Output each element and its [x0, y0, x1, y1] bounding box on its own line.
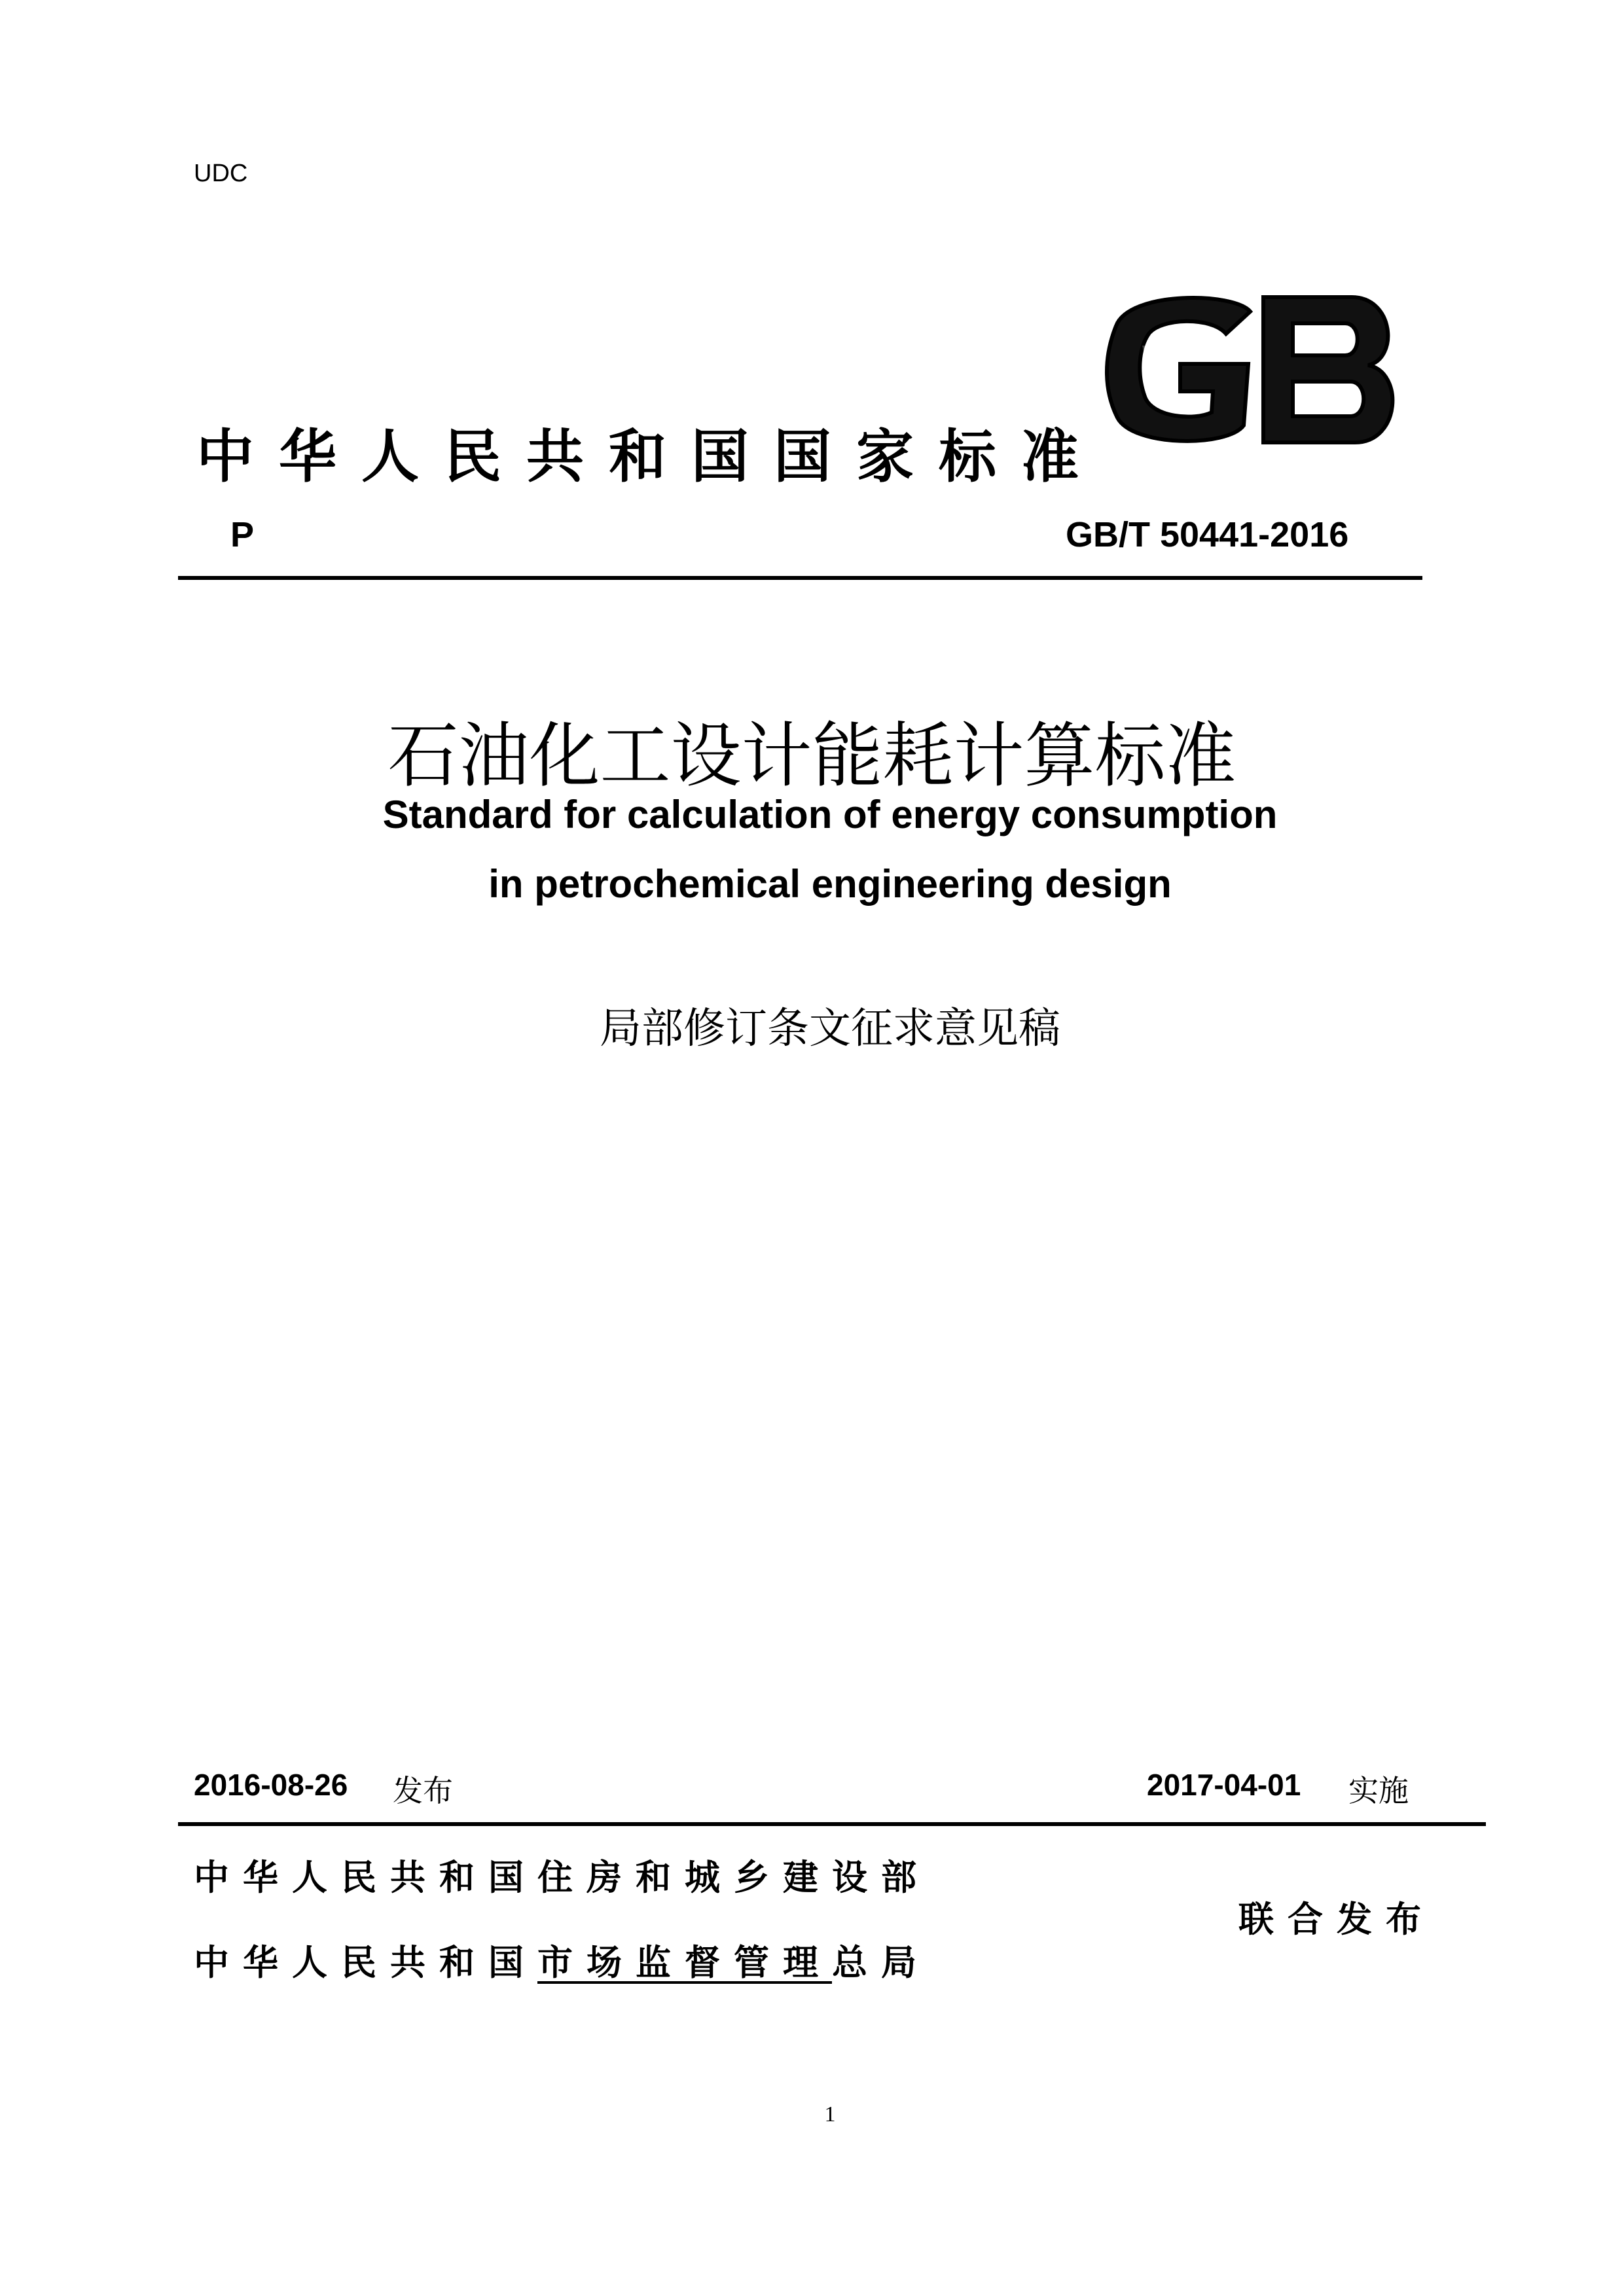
national-standard-heading: 中华人民共和国国家标准	[196, 423, 1104, 490]
issue-date: 2016-08-26	[194, 1768, 348, 1802]
header-divider	[178, 576, 1422, 580]
footer-divider	[178, 1822, 1486, 1826]
category-code: P	[230, 515, 255, 554]
gb-logo	[1103, 287, 1404, 450]
implementation-date: 2017-04-01	[1147, 1768, 1301, 1802]
issuer-market-regulation	[194, 1935, 930, 1985]
implementation-label: 实施	[1348, 1773, 1409, 1808]
joint-issue-label: 联合发布	[1238, 1899, 1435, 1940]
title-chinese: 石油化工设计能耗计算标准	[388, 715, 1236, 797]
page-number: 1	[824, 2102, 836, 2126]
issuer-2-prefix: 中华人民共和国	[194, 1942, 537, 1983]
issue-label: 发布	[393, 1773, 453, 1808]
udc-label: UDC	[194, 160, 248, 187]
title-english-line2: in petrochemical engineering design	[488, 862, 1172, 906]
title-english-line1: Standard for calculation of energy consumption	[382, 793, 1278, 836]
issuer-2-suffix: 总局	[832, 1942, 930, 1983]
issuer-ministry-housing: 中华人民共和国住房和城乡建设部	[194, 1857, 930, 1898]
issuer-2-underlined: 市场监督管理	[537, 1942, 832, 1983]
draft-note: 局部修订条文征求意见稿	[600, 1005, 1060, 1053]
standard-number: GB/T 50441-2016	[1066, 515, 1349, 554]
